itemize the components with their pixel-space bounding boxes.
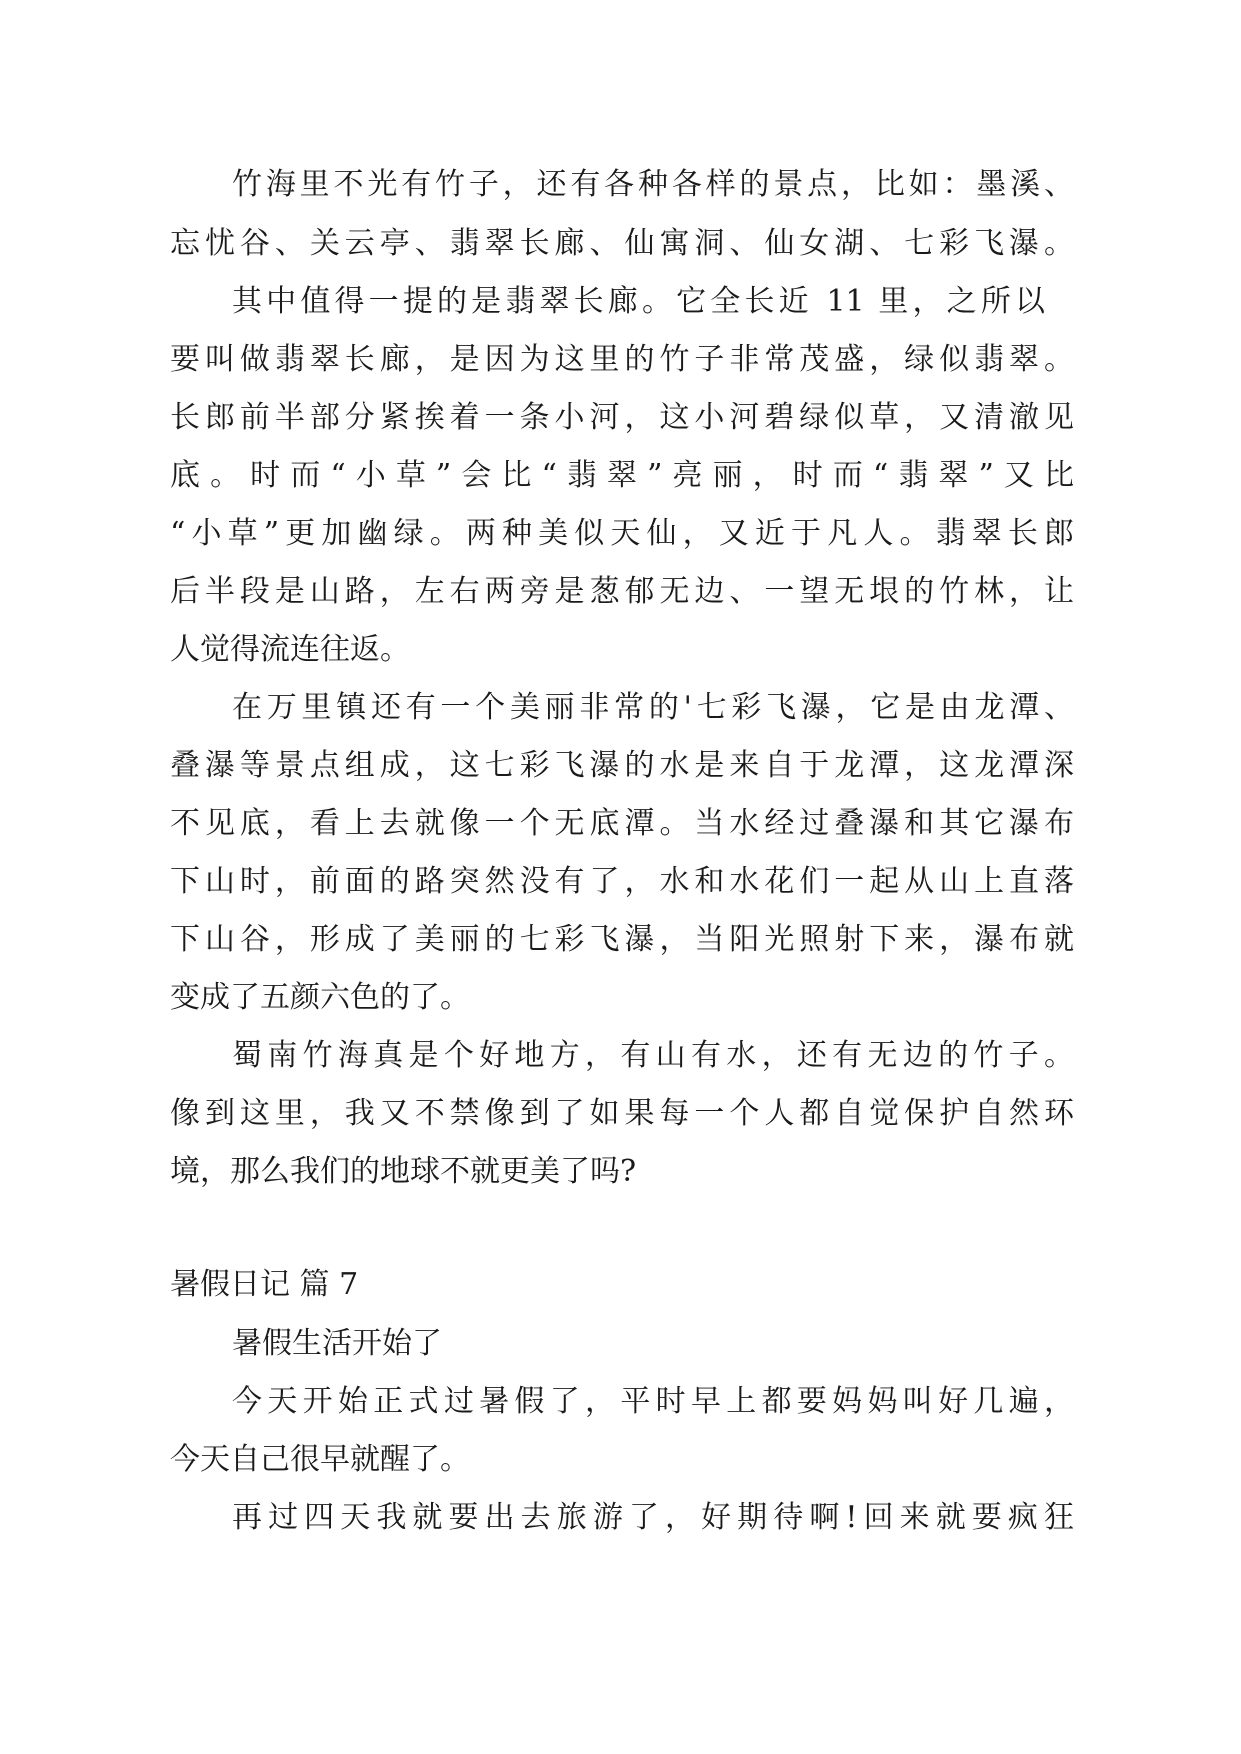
text-line: 蜀南竹海真是个好地方，有山有水，还有无边的竹子。: [232, 1038, 1074, 1073]
text-line: 竹海里不光有竹子，还有各种各样的景点，比如：墨溪、: [232, 167, 1074, 202]
text-line: 再过四天我就要出去旅游了，好期待啊!回来就要疯狂: [232, 1500, 1074, 1535]
text-line: 下山谷，形成了美丽的七彩飞瀑，当阳光照射下来，瀑布就: [170, 922, 1074, 957]
section-heading: 暑假日记 篇 7: [170, 1267, 359, 1302]
text-line: “小草”更加幽绿。两种美似天仙，又近于凡人。翡翠长郎: [170, 516, 1074, 551]
text-line: 变成了五颜六色的了。: [170, 980, 470, 1015]
text-line: 境，那么我们的地球不就更美了吗?: [170, 1154, 637, 1189]
text-line: 不见底，看上去就像一个无底潭。当水经过叠瀑和其它瀑布: [170, 806, 1074, 841]
text-line: 今天自己很早就醒了。: [170, 1442, 470, 1477]
text-line: 后半段是山路，左右两旁是葱郁无边、一望无垠的竹林，让: [170, 574, 1074, 609]
text-line: 在万里镇还有一个美丽非常的'七彩飞瀑，它是由龙潭、: [232, 690, 1074, 725]
text-line: 其中值得一提的是翡翠长廊。它全长近 11 里，之所以: [232, 284, 1045, 319]
diary-title: 暑假生活开始了: [232, 1326, 442, 1361]
text-line: 下山时，前面的路突然没有了，水和水花们一起从山上直落: [170, 864, 1074, 899]
text-line: 今天开始正式过暑假了，平时早上都要妈妈叫好几遍，: [232, 1384, 1074, 1419]
text-line: 像到这里，我又不禁像到了如果每一个人都自觉保护自然环: [170, 1096, 1074, 1131]
text-line: 要叫做翡翠长廊，是因为这里的竹子非常茂盛，绿似翡翠。: [170, 342, 1074, 377]
text-line: 忘忧谷、关云亭、翡翠长廊、仙寓洞、仙女湖、七彩飞瀑。: [170, 226, 1074, 261]
text-line: 人觉得流连往返。: [170, 632, 410, 667]
text-line: 底。时而“小草”会比“翡翠”亮丽，时而“翡翠”又比: [170, 458, 1074, 493]
text-line: 长郎前半部分紧挨着一条小河，这小河碧绿似草，又清澈见: [170, 400, 1074, 435]
text-line: 叠瀑等景点组成，这七彩飞瀑的水是来自于龙潭，这龙潭深: [170, 748, 1074, 783]
